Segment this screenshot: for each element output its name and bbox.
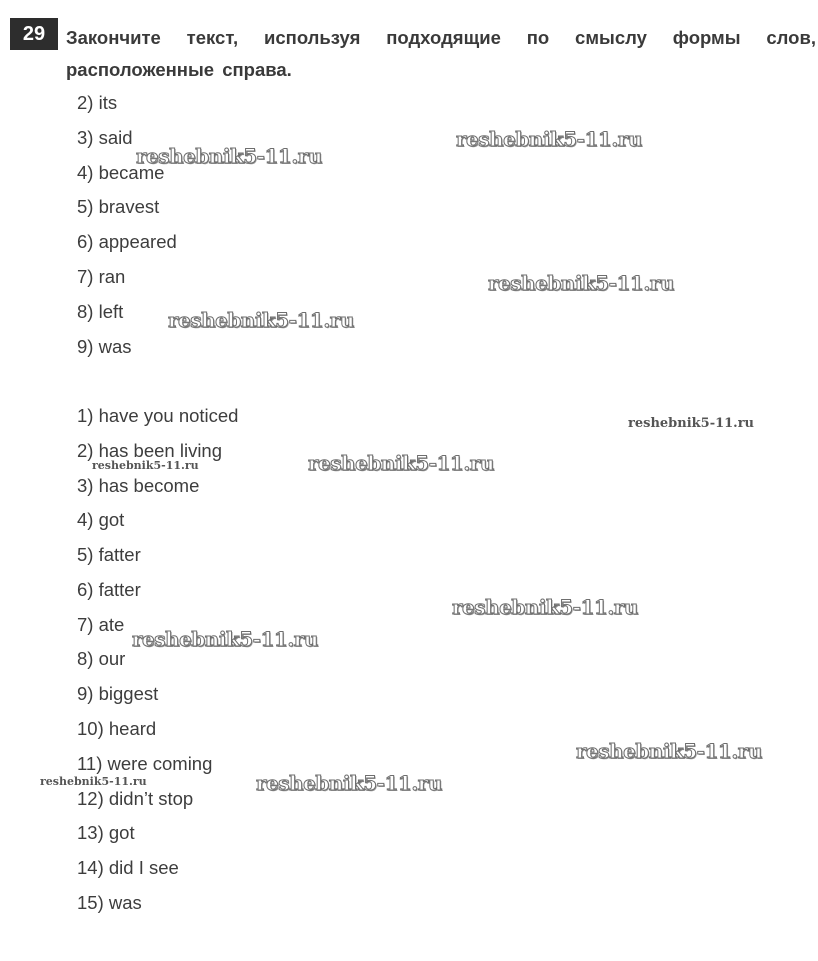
answer-item: 11) were coming (77, 753, 213, 774)
answer-item: 12) didn’t stop (77, 788, 194, 809)
answer-item: 7) ate (77, 614, 125, 635)
answer-item: 4) got (77, 509, 125, 530)
watermark: reshebnik5-11.ru (576, 739, 762, 763)
answer-item: 9) biggest (77, 683, 159, 704)
answer-item: 7) ran (77, 266, 126, 287)
watermark: reshebnik5-11.ru (452, 595, 638, 619)
task-number-badge: 29 (10, 18, 58, 50)
answer-item: 10) heard (77, 718, 157, 739)
answer-item: 6) fatter (77, 579, 141, 600)
task-instruction: Закончите текст, используя подходящие по смыслу формы слов, расположенные справа. (66, 27, 816, 80)
watermark: reshebnik5-11.ru (488, 271, 674, 295)
answer-item: 8) left (77, 301, 124, 322)
watermark: reshebnik5-11.ru (40, 775, 147, 788)
watermark: reshebnik5-11.ru (168, 308, 354, 332)
answer-item: 4) became (77, 162, 165, 183)
watermark: reshebnik5-11.ru (132, 627, 318, 651)
answer-item: 6) appeared (77, 231, 177, 252)
answer-item: 8) our (77, 648, 126, 669)
answer-item: 13) got (77, 822, 135, 843)
answer-item: 9) was (77, 336, 132, 357)
watermark: reshebnik5-11.ru (256, 771, 442, 795)
watermark: reshebnik5-11.ru (92, 459, 199, 472)
watermark: reshebnik5-11.ru (628, 416, 755, 431)
answer-item: 14) did I see (77, 857, 179, 878)
watermark: reshebnik5-11.ru (308, 451, 494, 475)
answer-item: 15) was (77, 892, 142, 913)
answer-item: 2) has been living (77, 440, 223, 461)
answer-item: 2) its (77, 92, 118, 113)
answer-item: 5) bravest (77, 196, 160, 217)
answer-item: 3) has become (77, 475, 200, 496)
watermark: reshebnik5-11.ru (136, 144, 322, 168)
answer-item: 5) fatter (77, 544, 141, 565)
watermark: reshebnik5-11.ru (456, 127, 642, 151)
answer-item: 1) have you noticed (77, 405, 239, 426)
answer-item: 3) said (77, 127, 133, 148)
